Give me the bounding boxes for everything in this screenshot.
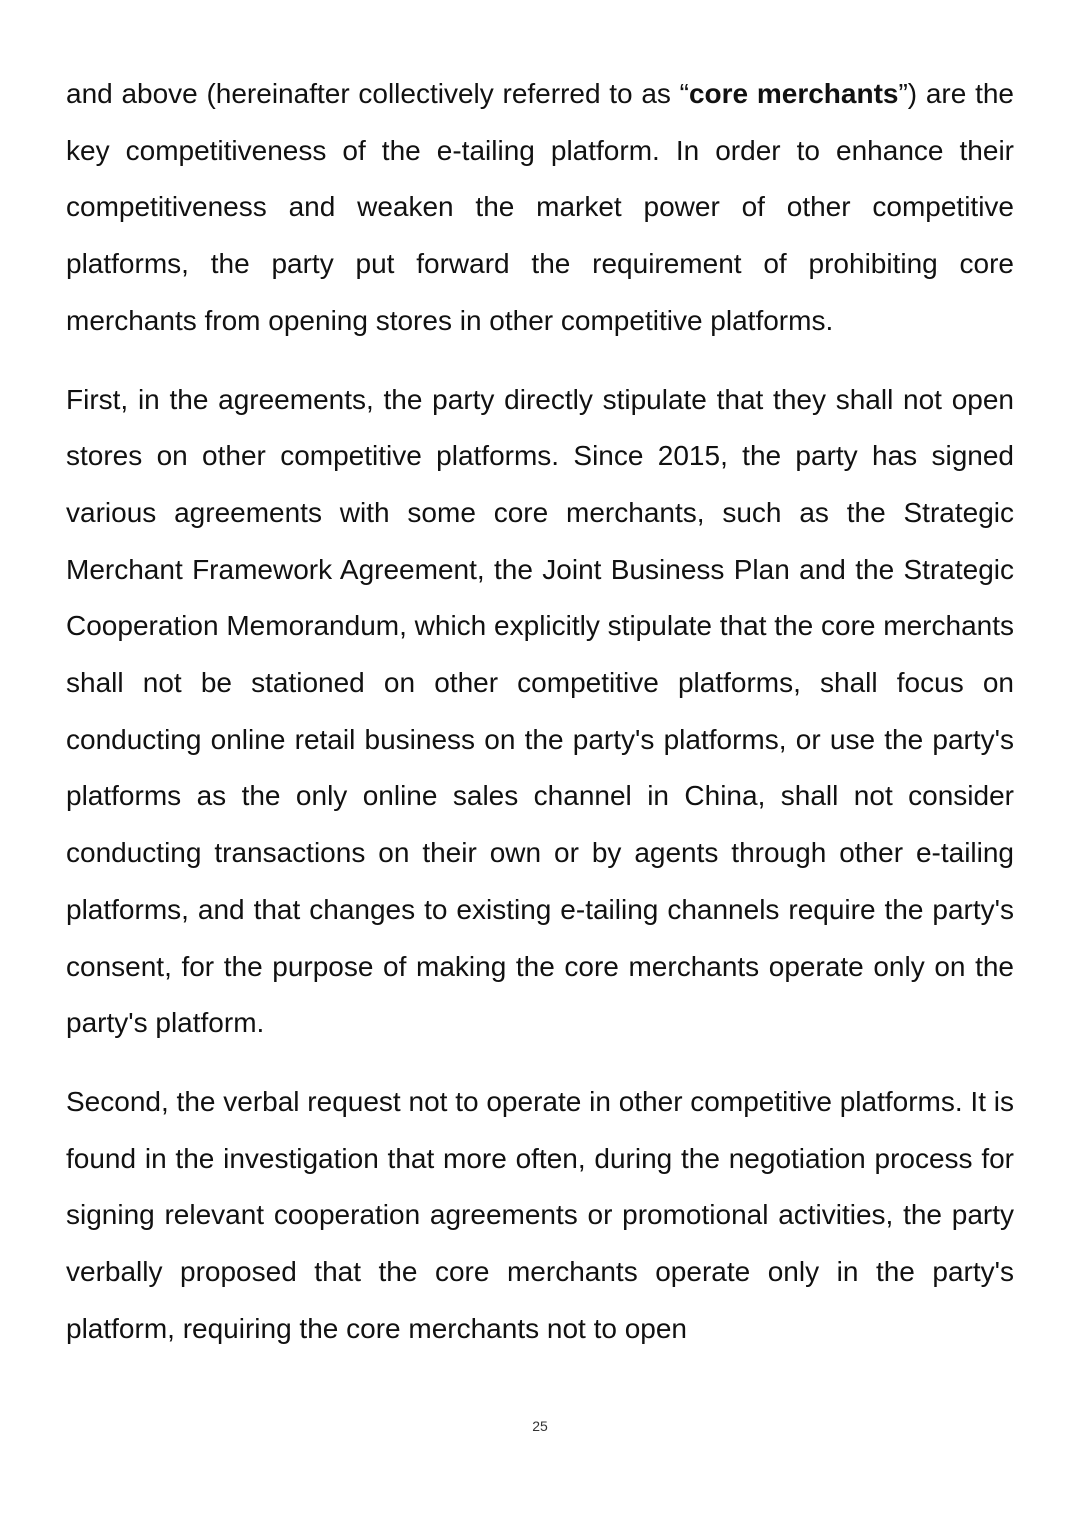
paragraph-verbal-request: Second, the verbal request not to operate in other competitive platforms. It is found in the investigation that more often, during the negotiation process for signing relevant cooperation agreements or promotional activities, the party verbally proposed that the core merchants operate only in the party's platform, requiring the core merchants not to open bbox=[66, 1085, 1014, 1344]
defined-term-core-merchants: core merchants bbox=[688, 78, 899, 109]
paragraph-agreements: First, in the agreements, the party directly stipulate that they shall not open stores on other competitive platforms. Since 2015, the party has signed various agreements with some core merchants, such as the Strategic Merchant Framework Agreement, the Joint Business Plan and the Strategic Cooperation Memorandum, which explicitly stipulate that the core merchants shall not be stationed on other competitive platforms, shall focus on conducting online retail business on the party's platforms, or use the party's platforms as the only online sales channel in China, shall not consider conducting transactions on their own or by agents through other e-tailing platforms, and that changes to existing e-tailing channels require the party's consent, for the purpose of making the core merchants operate only on the party's platform. bbox=[66, 383, 1014, 1039]
paragraph-1-text-end: ”) are the key competitiveness of the e-tailing platform. In order to enhance their competitiveness and weaken the market power of other competitive platforms, the party put forward the requirement of prohibiting core merchants from opening stores in other competitive platforms. bbox=[66, 78, 1014, 336]
paragraph-core-merchants-definition bbox=[66, 66, 1014, 350]
document-page bbox=[66, 66, 1014, 1357]
page-number: 25 bbox=[532, 1418, 548, 1434]
paragraph-1-text-start: and above (hereinafter collectively referred to as “ bbox=[66, 78, 689, 109]
